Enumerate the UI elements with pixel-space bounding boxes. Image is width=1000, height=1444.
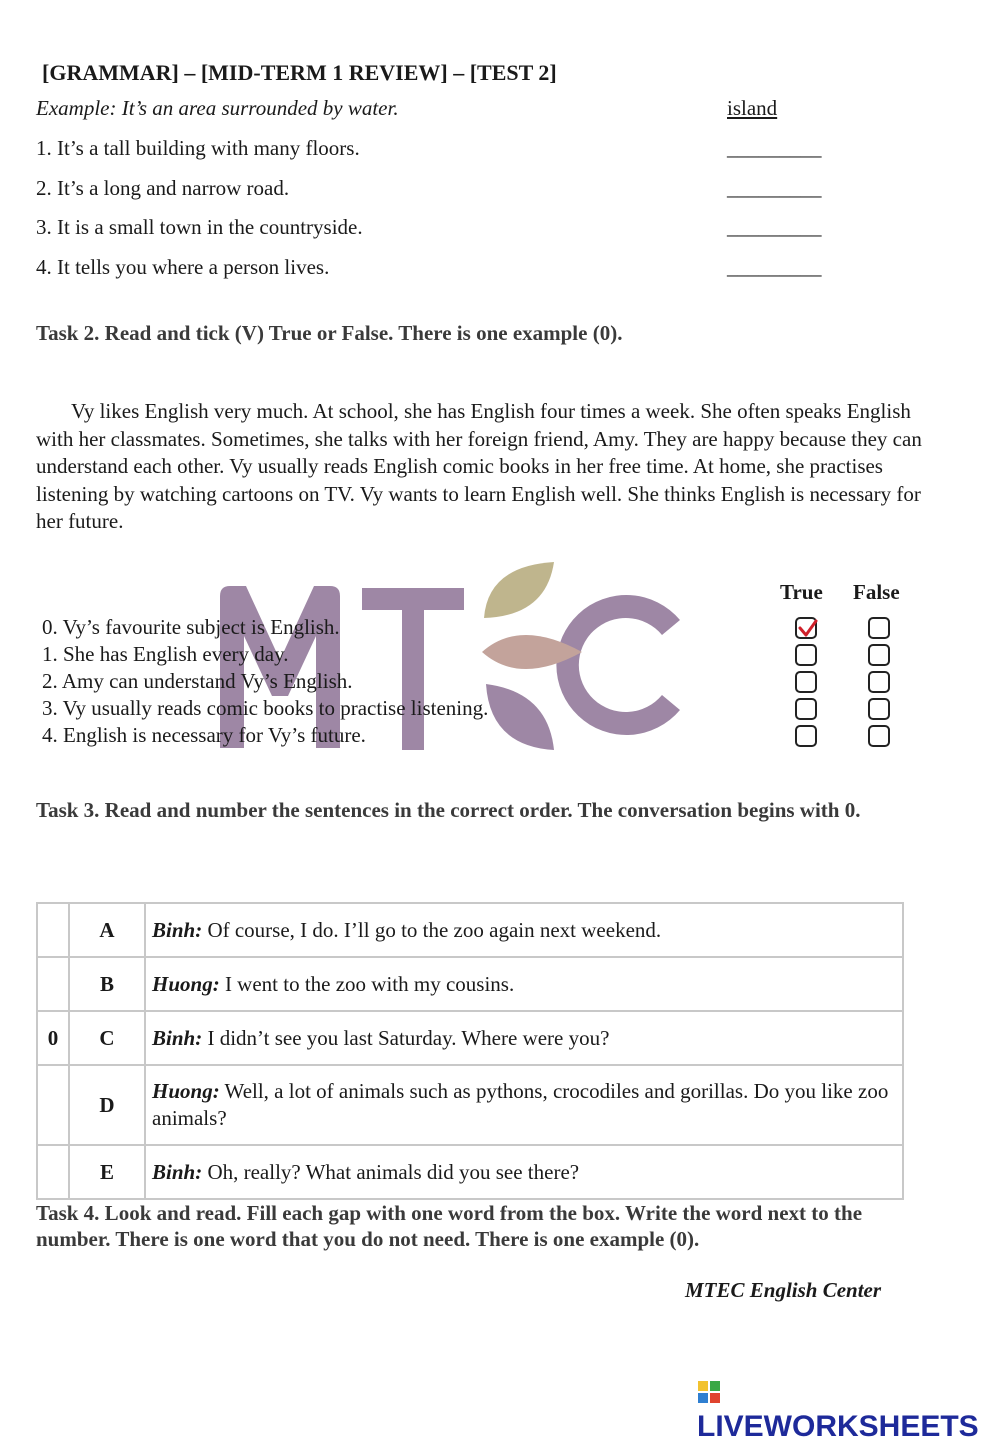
order-number-cell[interactable]: 0 xyxy=(37,1011,69,1065)
dialogue-text: Well, a lot of animals such as pythons, crocodiles and gorillas. Do you like zoo animals? xyxy=(152,1079,889,1130)
false-checkbox-1[interactable] xyxy=(868,644,890,666)
false-checkbox-3[interactable] xyxy=(868,698,890,720)
dialogue-text: I didn’t see you last Saturday. Where were you? xyxy=(202,1025,610,1050)
true-checkbox-3[interactable] xyxy=(795,698,817,720)
question-2: 2. It’s a long and narrow road. xyxy=(36,176,290,200)
true-checkbox-0[interactable] xyxy=(795,617,817,639)
question-3: 3. It is a small town in the countryside. xyxy=(36,215,363,239)
dialogue-cell xyxy=(145,1011,903,1065)
answer-blank-1[interactable]: _________ xyxy=(727,136,822,160)
false-checkbox-4[interactable] xyxy=(868,725,890,747)
dialogue-cell xyxy=(145,1145,903,1199)
question-1: 1. It’s a tall building with many floors. xyxy=(36,136,360,160)
table-row xyxy=(37,957,903,1011)
statement-2: 2. Amy can understand Vy’s English. xyxy=(42,669,353,693)
order-number-cell[interactable] xyxy=(37,957,69,1011)
example-answer: island xyxy=(727,96,778,120)
liveworksheets-text: LIVEWORKSHEETS xyxy=(697,1410,979,1443)
task4-heading: Task 4. Look and read. Fill each gap with one word from the box. Write the word next to the number. There is one word that you do not need. There is one example (0). xyxy=(36,1201,863,1251)
dialogue-cell xyxy=(145,1065,903,1145)
speaker-name: Huong: xyxy=(152,1079,220,1103)
true-checkbox-4[interactable] xyxy=(795,725,817,747)
table-row xyxy=(37,1145,903,1199)
task2-heading: Task 2. Read and tick (V) True or False. There is one example (0). xyxy=(36,321,623,345)
row-letter: D xyxy=(69,1065,145,1145)
dialogue-cell xyxy=(145,957,903,1011)
true-column-label: True xyxy=(780,580,823,604)
true-checkbox-1[interactable] xyxy=(795,644,817,666)
speaker-name: Huong: xyxy=(152,971,220,996)
answer-blank-2[interactable]: _________ xyxy=(727,176,822,200)
speaker-name: Binh: xyxy=(152,1025,203,1050)
liveworksheets-logo[interactable] xyxy=(697,1376,1000,1444)
answer-blank-4[interactable]: _________ xyxy=(727,255,822,279)
speaker-name: Binh: xyxy=(152,917,203,942)
table-row xyxy=(37,903,903,957)
center-credit: MTEC English Center xyxy=(685,1278,882,1302)
task3-heading: Task 3. Read and number the sentences in the correct order. The conversation begins with 0. xyxy=(36,798,861,822)
question-4: 4. It tells you where a person lives. xyxy=(36,255,330,279)
row-letter: A xyxy=(69,903,145,957)
row-letter: B xyxy=(69,957,145,1011)
order-number-cell[interactable] xyxy=(37,903,69,957)
example-question: Example: It’s an area surrounded by water. xyxy=(36,96,399,120)
true-checkbox-2[interactable] xyxy=(795,671,817,693)
check-icon xyxy=(798,619,818,639)
statement-1: 1. She has English every day. xyxy=(42,642,289,666)
order-number-cell[interactable] xyxy=(37,1065,69,1145)
dialogue-text: Oh, really? What animals did you see there? xyxy=(202,1159,580,1184)
answer-blank-3[interactable]: _________ xyxy=(727,215,822,239)
false-checkbox-0[interactable] xyxy=(868,617,890,639)
row-letter: E xyxy=(69,1145,145,1199)
dialogue-text: Of course, I do. I’ll go to the zoo again next weekend. xyxy=(202,917,662,942)
dialogue-cell xyxy=(145,903,903,957)
liveworksheets-icon xyxy=(697,1380,721,1404)
row-letter: C xyxy=(69,1011,145,1065)
statement-3: 3. Vy usually reads comic books to practise listening. xyxy=(42,696,489,720)
table-row xyxy=(37,1011,903,1065)
worksheet-title: [GRAMMAR] – [MID-TERM 1 REVIEW] – [TEST 2] xyxy=(42,60,557,85)
table-row xyxy=(37,1065,903,1145)
conversation-table xyxy=(36,902,904,1200)
reading-passage: Vy likes English very much. At school, she has English four times a week. She often speaks English with her classmates. Sometimes, she talks with her foreign friend, Amy. They are happy because they can understand each other. Vy usually reads English comic books in her free time. At home, she practises listening by watching cartoons on TV. Vy wants to learn English well. She thinks English is necessary for her future. xyxy=(36,399,922,533)
false-checkbox-2[interactable] xyxy=(868,671,890,693)
speaker-name: Binh: xyxy=(152,1159,203,1184)
false-column-label: False xyxy=(853,580,900,604)
statement-4: 4. English is necessary for Vy’s future. xyxy=(42,723,366,747)
order-number-cell[interactable] xyxy=(37,1145,69,1199)
statement-0: 0. Vy’s favourite subject is English. xyxy=(42,615,340,639)
dialogue-text: I went to the zoo with my cousins. xyxy=(219,971,515,996)
